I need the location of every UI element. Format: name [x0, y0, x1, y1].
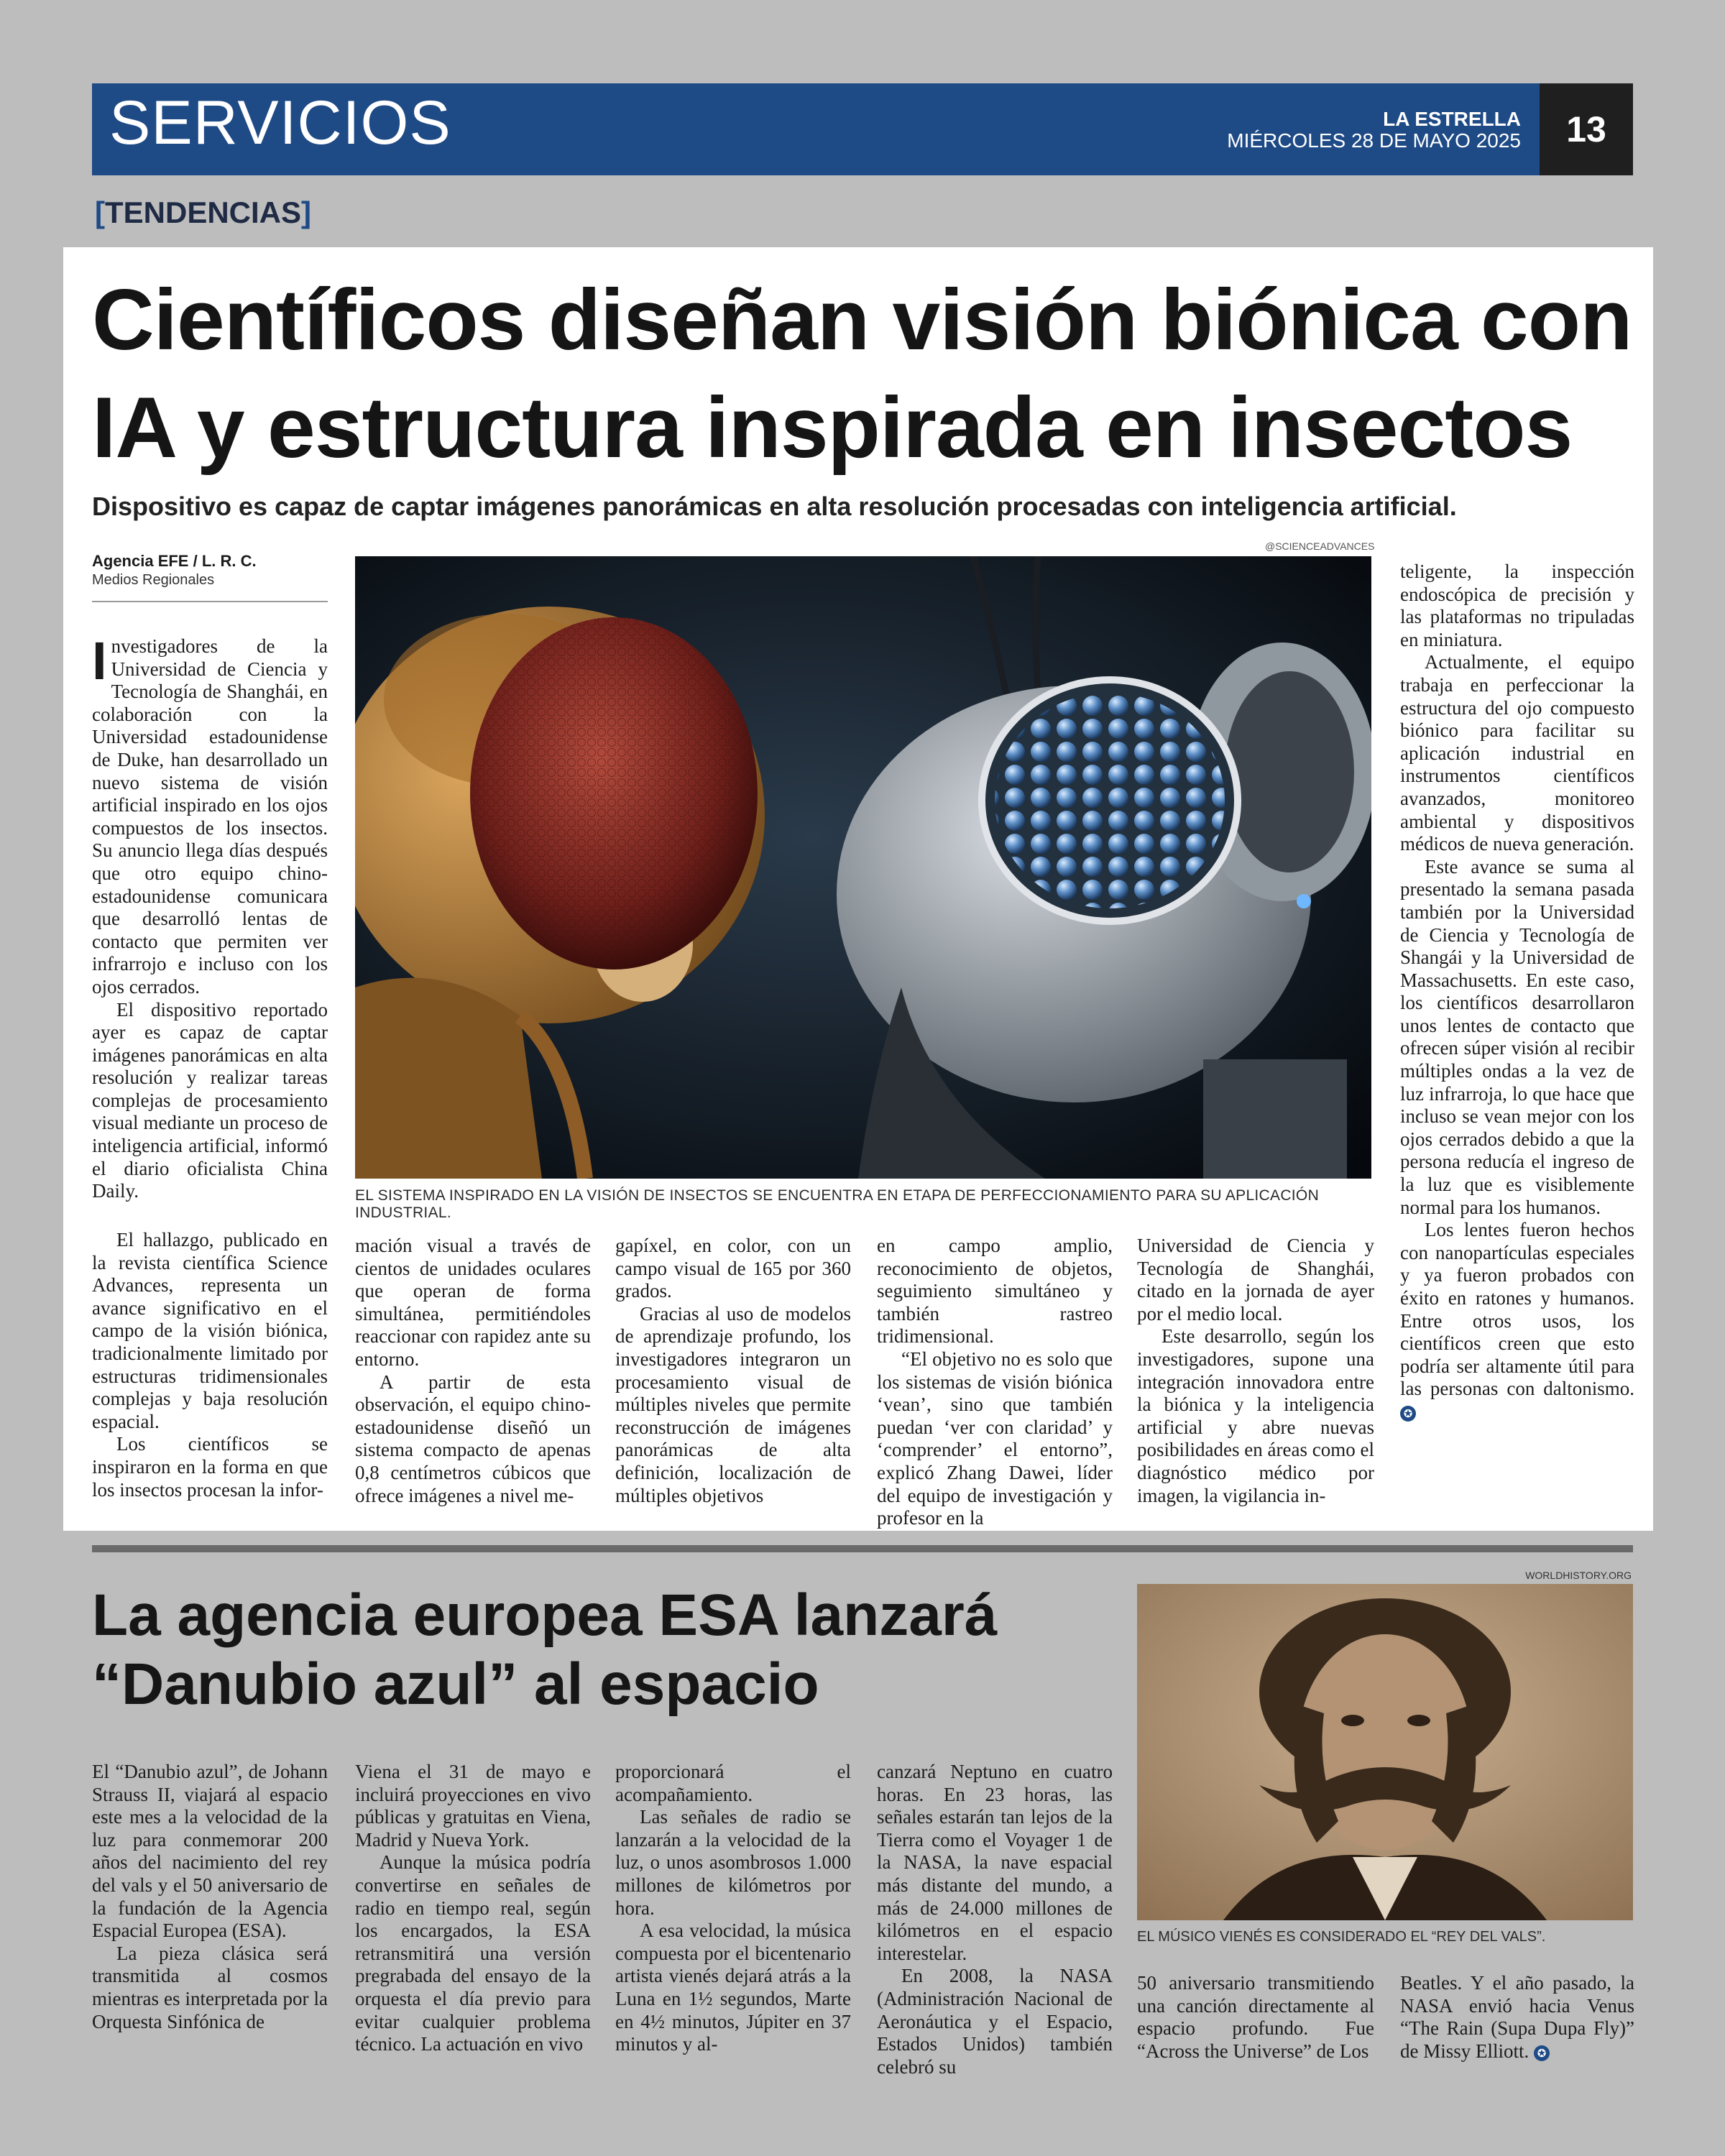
article-main-column-5 [1137, 1235, 1374, 1507]
paragraph: Los lentes fueron hechos con nanopartículas especiales y ya fueron probados con éxito en ratones y humanos. Entre otros usos, los científicos creen que esto podría ser altamente útil para las personas con daltonismo. [1400, 1219, 1634, 1400]
paragraph: En 2008, la NASA (Administración Nacional de Aeronáutica y el Espacio, Estados Unidos) también celebró su [877, 1965, 1113, 2078]
article-main-column-4 [877, 1235, 1113, 1530]
portrait-photo [1137, 1584, 1633, 1920]
article-main-deck: Dispositivo es capaz de captar imágenes panorámicas en alta resolución procesadas con inteligencia artificial. [92, 492, 1457, 521]
article-main-column-3 [615, 1235, 851, 1507]
article-main-column-1 [92, 631, 328, 1203]
article-main-column-1-continued [92, 1229, 328, 1501]
paragraph: Viena el 31 de mayo e incluirá proyecciones en vivo públicas y gratuitas en Viena, Madrid y Nueva York. [355, 1761, 591, 1851]
page-number: 13 [1540, 83, 1633, 175]
drop-cap: I [92, 631, 107, 691]
article-main-photo [355, 556, 1371, 1179]
article-main-column-6 [1400, 561, 1634, 1424]
photo-caption: EL SISTEMA INSPIRADO EN LA VISIÓN DE INSECTOS SE ENCUENTRA EN ETAPA DE PERFECCIONAMIENTO PARA SU APLICACIÓN INDUSTRIAL. [355, 1187, 1320, 1221]
paragraph: La pieza clásica será transmitida al cosmos mientras es interpretada por la Orquesta Sinfónica de [92, 1942, 328, 2032]
article-second-column-1 [92, 1761, 328, 2033]
section-title: SERVICIOS [109, 88, 451, 157]
issue-date: MIÉRCOLES 28 DE MAYO 2025 [1227, 129, 1521, 152]
paragraph: A esa velocidad, la música compuesta por el bicentenario artista vienés dejará atrás a la Luna en 1½ segundos, Marte en 4½ minutos, Júpiter en 37 minutos y al- [615, 1920, 851, 2055]
byline-divider [92, 601, 328, 602]
article-main-column-2 [355, 1235, 591, 1507]
section-tag-label: TENDENCIAS [105, 195, 302, 229]
paragraph: nvestigadores de la Universidad de Ciencia y Tecnología de Shanghái, en colaboración con la Universidad estadounidense de Duke, han desarrollado un nuevo sistema de visión artificial inspirado en los ojos compuestos de los insectos. Su anuncio llega días después que otro equipo chino-estadounidense comunicara que desarrolló lentas de contacto que permiten ver infrarrojo e incluso con los ojos cerrados. [92, 635, 328, 998]
paragraph: canzará Neptuno en cuatro horas. En 23 horas, las señales estarán tan lejos de la Tierra como el Voyager 1 de la NASA, la nave espacial más distante del mundo, a más de 24.000 millones de kilómetros en el espacio interestelar. [877, 1761, 1113, 1964]
article-main-headline: Científicos diseñan visión biónica con IA y estructura inspirada en insectos [92, 272, 1632, 476]
paragraph: Los científicos se inspiraron en la forma en que los insectos procesan la infor- [92, 1433, 328, 1501]
paragraph: Este desarrollo, según los investigadores, supone una integración innovadora entre la biónica y la inteligencia artificial y abre nuevas posibilidades en áreas como el diagnóstico médico por imagen, la vigilancia in- [1137, 1325, 1374, 1506]
paragraph: Actualmente, el equipo trabaja en perfeccionar la estructura del ojo compuesto biónico para facilitar su aplicación industrial en instrumentos científicos avanzados, monitoreo ambiental y dispositivos médicos de nueva generación. [1400, 651, 1634, 855]
paragraph: El “Danubio azul”, de Johann Strauss II, viajará al espacio este mes a la velocidad de la luz para conmemorar 200 años del nacimiento del rey del vals y el 50 aniversario de la fundación de la Agencia Espacial Europea (ESA). [92, 1761, 328, 1942]
photo-caption: EL MÚSICO VIENÉS ES CONSIDERADO EL “REY DEL VALS”. [1137, 1929, 1546, 1945]
paragraph: Aunque la música podría convertirse en señales de radio en tiempo real, según los encargados, la ESA retransmitirá una versión pregrabada del ensayo de la orquesta el día previo para evitar cualquier problema técnico. La actuación en vivo [355, 1851, 591, 2055]
article-second-column-2 [355, 1761, 591, 2056]
paragraph: Universidad de Ciencia y Tecnología de Shanghái, citado en la jornada de ayer por el medio local. [1137, 1235, 1374, 1325]
paragraph: El dispositivo reportado ayer es capaz de captar imágenes panorámicas en alta resolución y realizar tareas complejas de procesamiento visual mediante un proceso de inteligencia artificial, informó el diario oficialista China Daily. [92, 998, 328, 1202]
newspaper-name: LA ESTRELLA [1383, 108, 1521, 130]
paragraph: proporcionará el acompañamiento. [615, 1761, 851, 1805]
article-second-column-4 [877, 1761, 1113, 2078]
paragraph: Las señales de radio se lanzarán a la velocidad de la luz, o unos asombrosos 1.000 millones de kilómetros por hora. [615, 1806, 851, 1919]
paragraph: 50 aniversario transmitiendo una canción directamente al espacio profundo. Fue “Across the Universe” de Los [1137, 1972, 1374, 2062]
article-separator [92, 1545, 1633, 1552]
article-second-column-5 [1137, 1972, 1374, 2063]
paragraph: gapíxel, en color, con un campo visual de 165 por 360 grados. [615, 1235, 851, 1302]
article-second-column-6 [1400, 1972, 1634, 2063]
paragraph: en campo amplio, reconocimiento de objetos, seguimiento simultáneo y también rastreo tridimensional. [877, 1235, 1113, 1348]
byline-agency: Agencia EFE / L. R. C. [92, 552, 257, 570]
byline-sub: Medios Regionales [92, 572, 215, 588]
paragraph: “El objetivo no es solo que los sistemas de visión biónica ‘vean’, sino que también puedan ‘ver con claridad’ y ‘comprender’ el entorno”, explicó Zhang Dawei, líder del equipo de investigación y profesor en la [877, 1348, 1113, 1529]
paragraph: Este avance se suma al presentado la semana pasada también por la Universidad de Ciencia y Tecnología de Shangái y la Universidad de Massachusetts. En este caso, los científicos desarrollaron unos lentes de contacto que ofrecen súper visión al recibir múltiples ondas a la vez de luz infrarroja, lo que hace que incluso se vean mejor con los ojos cerrados debido a que la persona reducía el ingreso de la luz que es visiblemente normal para los humanos. [1400, 855, 1634, 1218]
article-second-headline: La agencia europea ESA lanzará “Danubio azul” al espacio [92, 1583, 998, 1717]
section-tag: [TENDENCIAS] [95, 195, 312, 229]
paragraph: El hallazgo, publicado en la revista científica Science Advances, representa un avance significativo en el campo de la visión biónica, tradicionalmente limitado por estructuras tridimensionales complejas y baja resolución espacial. [92, 1229, 328, 1432]
paragraph: teligente, la inspección endoscópica de precisión y las plataformas no tripuladas en miniatura. [1400, 561, 1634, 650]
photo-credit: WORLDHISTORY.ORG [1525, 1570, 1632, 1581]
paragraph: A partir de esta observación, el equipo chino-estadounidense diseñó un sistema compacto de apenas 0,8 centímetros cúbicos que ofrece imágenes a nivel me- [355, 1370, 591, 1506]
photo-credit: @SCIENCEADVANCES [1265, 540, 1375, 552]
paragraph: mación visual a través de cientos de unidades oculares que operan de forma simultánea, permitiéndoles reaccionar con rapidez ante su entorno. [355, 1235, 591, 1370]
paragraph: Beatles. Y el año pasado, la NASA envió hacia Venus “The Rain (Supa Dupa Fly)” de Missy Elliott. [1400, 1972, 1634, 2062]
end-mark-icon: ✪ [1534, 2045, 1550, 2061]
article-second-column-3 [615, 1761, 851, 2056]
paragraph: Gracias al uso de modelos de aprendizaje profundo, los investigadores integraron un procesamiento visual de múltiples niveles que permite reconstrucción de imágenes panorámicas de alta definición, localización de múltiples objetivos [615, 1302, 851, 1506]
end-mark-icon: ✪ [1400, 1406, 1416, 1422]
